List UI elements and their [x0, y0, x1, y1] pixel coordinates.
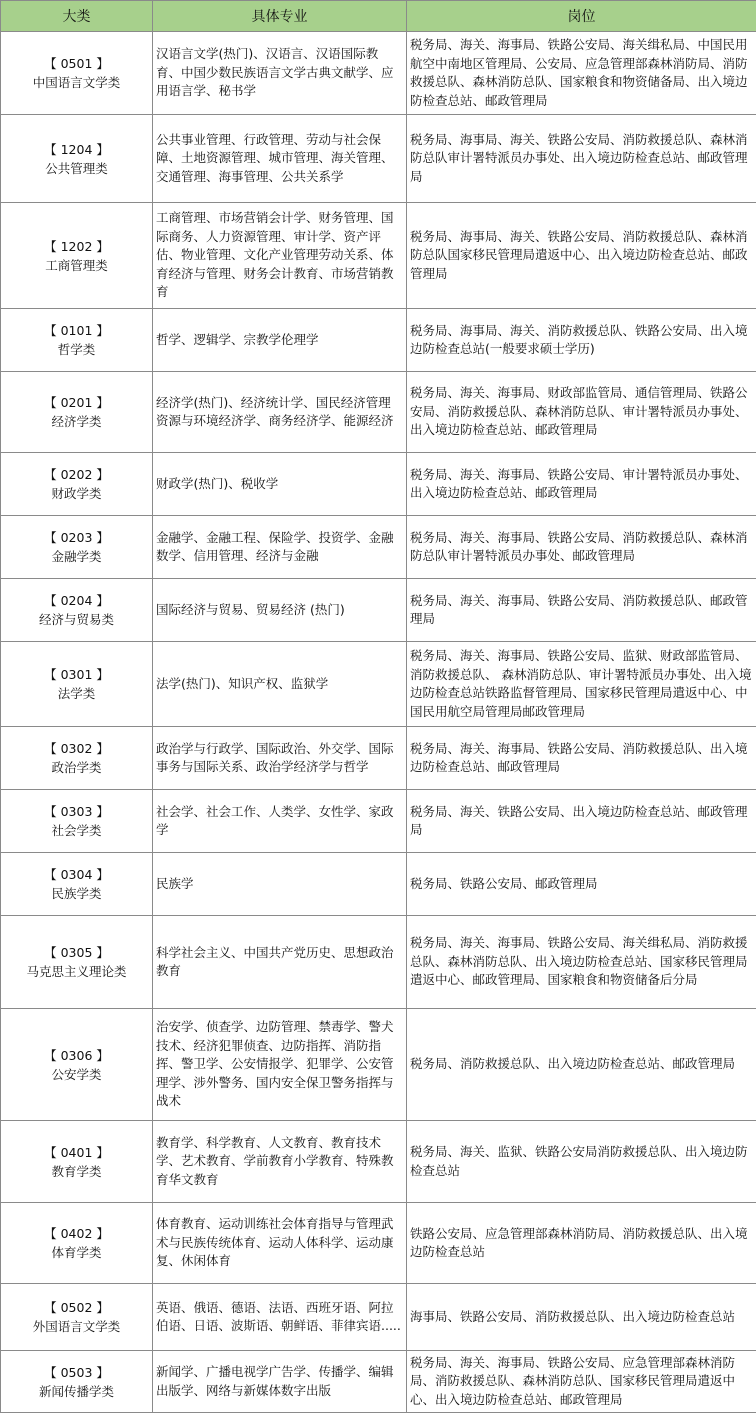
table-row [1, 1009, 756, 1121]
majors-cell: 经济学(热门)、经济统计学、国民经济管理资源与环境经济学、商务经济学、能源经济 [153, 372, 407, 453]
category-cell [1, 309, 153, 372]
category-cell [1, 453, 153, 516]
table-row [1, 372, 756, 453]
category-name: 民族学类 [3, 884, 150, 903]
table-row [1, 790, 756, 853]
category-name: 经济与贸易类 [3, 610, 150, 629]
posts-cell: 税务局、海事局、海关、铁路公安局、消防救援总队、森林消防总队国家移民管理局遣返中心、出入境边防检查总站、邮政管理局 [407, 203, 756, 309]
posts-cell: 税务局、海关、海事局、铁路公安局、审计署特派员办事处、出入境边防检查总站、邮政管理局 [407, 453, 756, 516]
posts-cell: 税务局、海关、海事局、铁路公安局、消防救援总队、森林消防总队审计署特派员办事处、邮政管理局 [407, 516, 756, 579]
category-cell [1, 579, 153, 642]
table-row [1, 309, 756, 372]
category-cell [1, 1203, 153, 1284]
category-cell [1, 727, 153, 790]
table-row [1, 1203, 756, 1284]
category-cell [1, 32, 153, 115]
posts-cell: 税务局、海关、海事局、财政部监管局、通信管理局、铁路公安局、消防救援总队、森林消防总队、审计署特派员办事处、出入境边防检查总站、邮政管理局 [407, 372, 756, 453]
majors-cell: 政治学与行政学、国际政治、外交学、国际事务与国际关系、政治学经济学与哲学 [153, 727, 407, 790]
table-row [1, 1284, 756, 1351]
category-code: 【 0305 】 [3, 943, 150, 962]
category-name: 体育学类 [3, 1243, 150, 1262]
table-row [1, 853, 756, 916]
category-name: 公共管理类 [3, 159, 150, 178]
category-cell [1, 916, 153, 1009]
posts-cell: 海事局、铁路公安局、消防救援总队、出入境边防检查总站 [407, 1284, 756, 1351]
category-cell [1, 1009, 153, 1121]
category-cell [1, 372, 153, 453]
posts-cell: 税务局、海关、海事局、铁路公安局、海关缉私局、消防救援总队、森林消防总队、出入境边防检查总站、国家移民管理局遣返中心、邮政管理局、国家粮食和物资储备后分局 [407, 916, 756, 1009]
category-cell [1, 203, 153, 309]
category-code: 【 1204 】 [3, 140, 150, 159]
category-code: 【 0401 】 [3, 1143, 150, 1162]
category-name: 法学类 [3, 684, 150, 703]
category-name: 经济学类 [3, 412, 150, 431]
category-cell [1, 1284, 153, 1351]
category-code: 【 0502 】 [3, 1298, 150, 1317]
majors-cell: 法学(热门)、知识产权、监狱学 [153, 642, 407, 727]
posts-cell: 税务局、海事局、海关、铁路公安局、消防救援总队、森林消防总队审计署特派员办事处、出入境边防检查总站、邮政管理局 [407, 115, 756, 203]
category-name: 政治学类 [3, 758, 150, 777]
category-code: 【 0303 】 [3, 802, 150, 821]
category-cell [1, 642, 153, 727]
category-code: 【 0304 】 [3, 865, 150, 884]
category-name: 哲学类 [3, 340, 150, 359]
table-row [1, 516, 756, 579]
table-row [1, 115, 756, 203]
majors-cell: 民族学 [153, 853, 407, 916]
category-cell [1, 1121, 153, 1203]
category-cell [1, 853, 153, 916]
table-row [1, 32, 756, 115]
category-cell [1, 1351, 153, 1413]
category-code: 【 0202 】 [3, 465, 150, 484]
majors-cell: 工商管理、市场营销会计学、财务管理、国际商务、人力资源管理、审计学、资产评估、物业管理、文化产业管理劳动关系、体育经济与管理、财务会计教育、市场营销教育 [153, 203, 407, 309]
category-code: 【 0501 】 [3, 54, 150, 73]
category-name: 外国语言文学类 [3, 1317, 150, 1336]
majors-cell: 国际经济与贸易、贸易经济 (热门) [153, 579, 407, 642]
category-cell [1, 790, 153, 853]
majors-cell: 治安学、侦查学、边防管理、禁毒学、警犬技术、经济犯罪侦查、边防指挥、消防指挥、警卫学、公安情报学、犯罪学、公安管理学、涉外警务、国内安全保卫警务指挥与战术 [153, 1009, 407, 1121]
majors-cell: 财政学(热门)、税收学 [153, 453, 407, 516]
category-cell [1, 516, 153, 579]
category-name: 财政学类 [3, 484, 150, 503]
table-row [1, 453, 756, 516]
majors-cell: 体育教育、运动训练社会体育指导与管理武术与民族传统体育、运动人体科学、运动康复、休闲体育 [153, 1203, 407, 1284]
majors-cell: 社会学、社会工作、人类学、女性学、家政学 [153, 790, 407, 853]
category-code: 【 0402 】 [3, 1224, 150, 1243]
table-row [1, 1121, 756, 1203]
table-row [1, 1351, 756, 1413]
category-name: 社会学类 [3, 821, 150, 840]
majors-cell: 教育学、科学教育、人文教育、教育技术学、艺术教育、学前教育小学教育、特殊教育华文教育 [153, 1121, 407, 1203]
posts-cell: 税务局、铁路公安局、邮政管理局 [407, 853, 756, 916]
header-category: 大类 [1, 1, 153, 32]
majors-cell: 哲学、逻辑学、宗教学伦理学 [153, 309, 407, 372]
majors-cell: 科学社会主义、中国共产党历史、思想政治教育 [153, 916, 407, 1009]
category-name: 教育学类 [3, 1162, 150, 1181]
category-code: 【 1202 】 [3, 237, 150, 256]
table-row [1, 727, 756, 790]
category-code: 【 0301 】 [3, 665, 150, 684]
category-code: 【 0201 】 [3, 393, 150, 412]
header-majors: 具体专业 [153, 1, 407, 32]
category-name: 公安学类 [3, 1065, 150, 1084]
posts-cell: 税务局、海关、海事局、铁路公安局、应急管理部森林消防局、消防救援总队、森林消防总队、国家移民管理局遣返中心、出入境边防检查总站、邮政管理局 [407, 1351, 756, 1413]
posts-cell: 税务局、海关、海事局、铁路公安局、监狱、财政部监管局、消防救援总队、 森林消防总队、审计署特派员办事处、出入境边防检查总站铁路监督管理局、国家移民管理局遣返中心、中国民用航空局管理局邮政管理局 [407, 642, 756, 727]
posts-cell: 税务局、海关、海事局、铁路公安局、消防救援总队、邮政管理局 [407, 579, 756, 642]
category-code: 【 0503 】 [3, 1363, 150, 1382]
majors-cell: 汉语言文学(热门)、汉语言、汉语国际教育、中国少数民族语言文学古典文献学、应用语言学、秘书学 [153, 32, 407, 115]
category-code: 【 0302 】 [3, 739, 150, 758]
category-cell [1, 115, 153, 203]
majors-cell: 金融学、金融工程、保险学、投资学、金融数学、信用管理、经济与金融 [153, 516, 407, 579]
table-row [1, 916, 756, 1009]
posts-cell: 税务局、海关、铁路公安局、出入境边防检查总站、邮政管理局 [407, 790, 756, 853]
posts-cell: 税务局、海关、监狱、铁路公安局消防救援总队、出入境边防检查总站 [407, 1121, 756, 1203]
majors-cell: 英语、俄语、德语、法语、西班牙语、阿拉伯语、日语、波斯语、朝鲜语、菲律宾语..... [153, 1284, 407, 1351]
majors-cell: 公共事业管理、行政管理、劳动与社会保障、土地资源管理、城市管理、海关管理、交通管理、海事管理、公共关系学 [153, 115, 407, 203]
category-name: 马克思主义理论类 [3, 962, 150, 981]
header-posts: 岗位 [407, 1, 756, 32]
category-code: 【 0204 】 [3, 591, 150, 610]
header-row [1, 1, 756, 32]
table-row [1, 642, 756, 727]
category-code: 【 0203 】 [3, 528, 150, 547]
category-code: 【 0306 】 [3, 1046, 150, 1065]
category-code: 【 0101 】 [3, 321, 150, 340]
posts-cell: 税务局、海事局、海关、消防救援总队、铁路公安局、出入境边防检查总站(一般要求硕士学历) [407, 309, 756, 372]
table-row [1, 579, 756, 642]
posts-cell: 税务局、消防救援总队、出入境边防检查总站、邮政管理局 [407, 1009, 756, 1121]
posts-cell: 税务局、海关、海事局、铁路公安局、消防救援总队、出入境边防检查总站、邮政管理局 [407, 727, 756, 790]
category-name: 金融学类 [3, 547, 150, 566]
majors-cell: 新闻学、广播电视学广告学、传播学、编辑出版学、网络与新媒体数字出版 [153, 1351, 407, 1413]
posts-cell: 铁路公安局、应急管理部森林消防局、消防救援总队、出入境边防检查总站 [407, 1203, 756, 1284]
category-name: 中国语言文学类 [3, 73, 150, 92]
category-name: 新闻传播学类 [3, 1382, 150, 1401]
table-row [1, 203, 756, 309]
posts-cell: 税务局、海关、海事局、铁路公安局、海关缉私局、中国民用航空中南地区管理局、公安局、应急管理部森林消防局、消防救援总队、森林消防总队、国家粮食和物资储备局、出入境边防检查总站、邮政管理局 [407, 32, 756, 115]
category-name: 工商管理类 [3, 256, 150, 275]
